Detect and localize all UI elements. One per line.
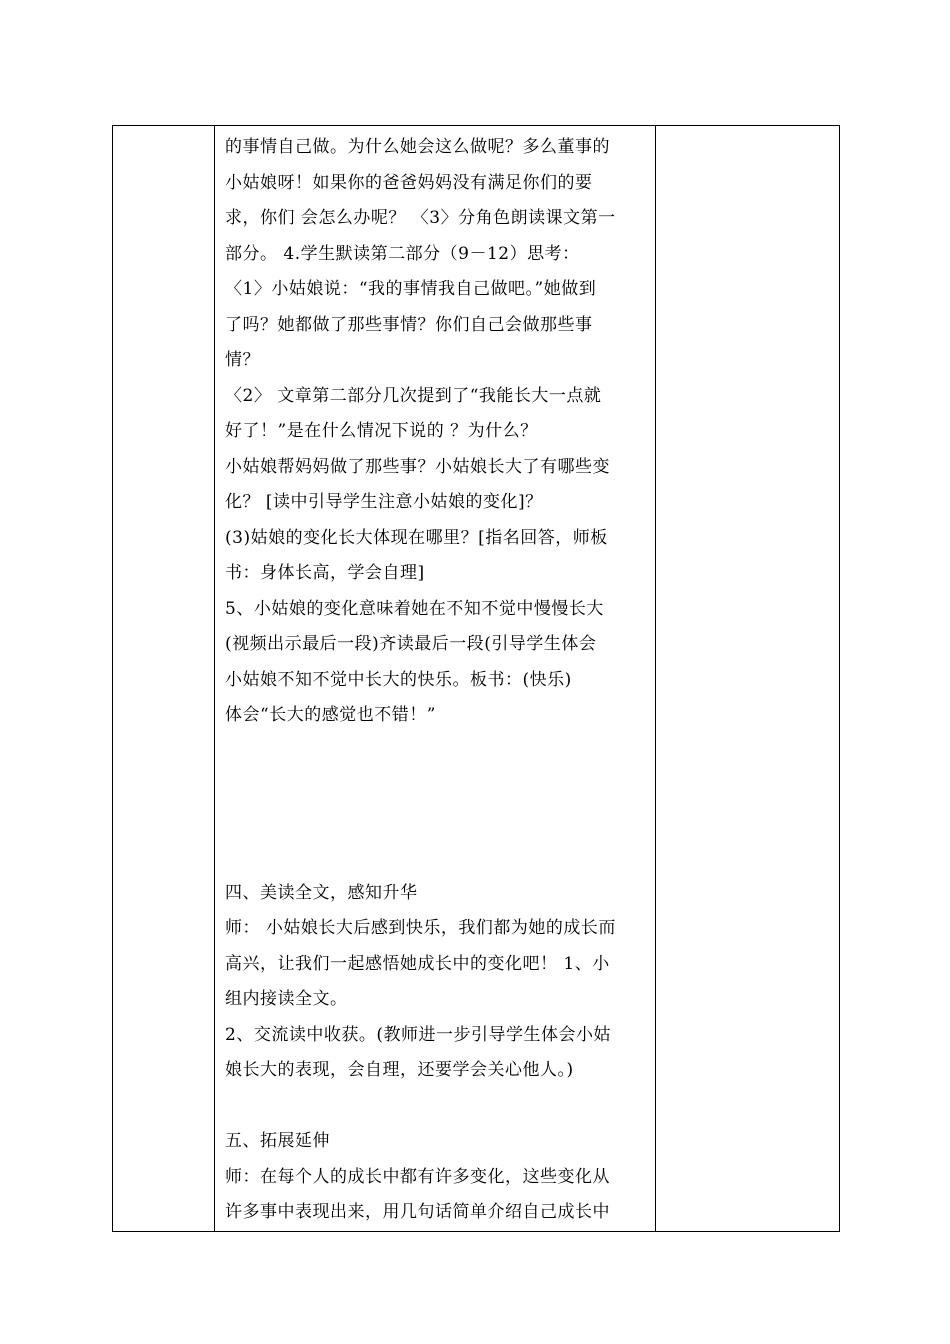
lesson-content-cell <box>215 126 656 1232</box>
text-line: 小姑娘呀！如果你的爸爸妈妈没有满足你们的要 <box>225 172 593 193</box>
text-line: 小姑娘不知不觉中长大的快乐。板书：(快乐) <box>225 669 572 690</box>
text-line: 组内接读全文。 <box>225 989 348 1009</box>
right-column-cell <box>656 126 840 1232</box>
section-heading: 五、拓展延伸 <box>225 1131 330 1151</box>
text-line: 高兴，让我们一起感悟她成长中的变化吧！ 1、小 <box>225 953 610 974</box>
text-line: (视频出示最后一段)齐读最后一段(引导学生体会 <box>225 634 597 654</box>
text-line: (3)姑娘的变化长大体现在哪里？[指名回答，师板 <box>225 527 608 548</box>
text-line: 的事情自己做。为什么她会这么做呢？多么董事的 <box>225 137 610 157</box>
text-line: 体会“长大的感觉也不错！” <box>225 705 436 725</box>
text-line: 部分。 4.学生默读第二部分（9－12）思考： <box>225 243 580 264</box>
blank-line <box>225 1089 647 1125</box>
text-line: 了吗？她都做了那些事情？你们自己会做那些事 <box>225 314 593 335</box>
text-line: 〈2〉 文章第二部分几次提到了“我能长大一点就 <box>225 385 602 406</box>
lesson-plan-table <box>112 125 840 1232</box>
text-line: 许多事中表现出来，用几句话简单介绍自己成长中 <box>225 1202 610 1222</box>
table-row <box>113 126 840 1232</box>
text-line: 〈1〉小姑娘说：“我的事情我自己做吧。”她做到 <box>225 279 597 299</box>
text-line: 2、交流读中收获。(教师进一步引导学生体会小姑 <box>225 1024 611 1045</box>
text-line: 书：身体长高，学会自理] <box>225 563 425 583</box>
text-line: 娘长大的表现，会自理，还要学会关心他人。) <box>225 1060 574 1080</box>
text-line: 小姑娘帮妈妈做了那些事？小姑娘长大了有哪些变 <box>225 456 610 477</box>
text-line: 求，你们 会怎么办呢？ 〈3〉分角色朗读课文第一 <box>225 208 616 228</box>
text-line: 师： 小姑娘长大后感到快乐，我们都为她的成长而 <box>225 918 616 938</box>
left-column-cell <box>113 126 215 1232</box>
text-line: 师：在每个人的成长中都有许多变化，这些变化从 <box>225 1166 610 1187</box>
text-line: 好了！”是在什么情况下说的 ？为什么？ <box>225 421 538 441</box>
text-line: 化？ [读中引导学生注意小姑娘的变化]？ <box>225 492 543 512</box>
section-heading: 四、美读全文，感知升华 <box>225 882 418 903</box>
lesson-content <box>215 126 655 1231</box>
text-line: 5、小姑娘的变化意味着她在不知不觉中慢慢长大 <box>225 598 604 619</box>
text-line: 情？ <box>225 350 260 370</box>
blank-space <box>225 734 647 876</box>
